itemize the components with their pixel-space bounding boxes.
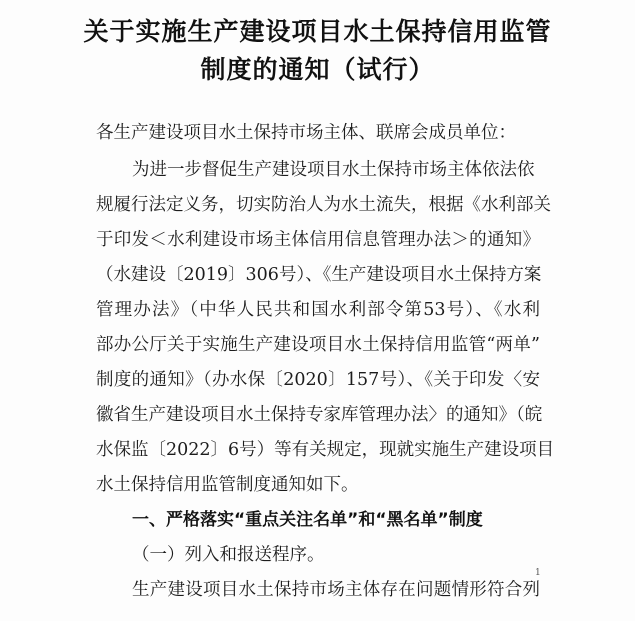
section-heading: 一、严格落实“重点关注名单”和“黑名单”制度	[132, 510, 483, 530]
salutation: 各生产建设项目水土保持市场主体、联席会成员单位：	[96, 123, 516, 143]
document-title-line-2: 制度的通知（试行）	[200, 55, 435, 84]
body-line-9: 水保监〔2022〕6号）等有关规定，现就实施生产建设项目	[96, 440, 555, 460]
body-line-1: 为进一步督促生产建设项目水土保持市场主体依法依	[132, 160, 535, 180]
body-line-2: 规履行法定义务，切实防治人为水土流失，根据《水利部关	[96, 195, 551, 215]
body-line-3: 于印发＜水利建设市场主体信用信息管理办法＞的通知》	[96, 230, 540, 250]
body-line-5: 管理办法》（中华人民共和国水利部令第53号）、《水利	[96, 300, 540, 320]
body-line-4: （水建设〔2019〕306号）、《生产建设项目水土保持方案	[96, 265, 542, 285]
page-number: 1	[535, 568, 541, 578]
body-line-8: 徽省生产建设项目水土保持专家库管理办法〉的通知》（皖	[96, 405, 543, 425]
body-line-6: 部办公厅关于实施生产建设项目水土保持信用监管“两单”	[96, 335, 540, 355]
document-title-line-1: 关于实施生产建设项目水土保持信用监管	[83, 17, 552, 46]
body-line-10: 水土保持信用监管制度通知如下。	[96, 475, 359, 495]
body-line-7: 制度的通知》（办水保〔2020〕157号）、《关于印发〈安	[96, 370, 540, 390]
subsection-heading: （一）列入和报送程序。	[132, 545, 325, 565]
body-line-last: 生产建设项目水土保持市场主体存在问题情形符合列	[132, 580, 540, 600]
